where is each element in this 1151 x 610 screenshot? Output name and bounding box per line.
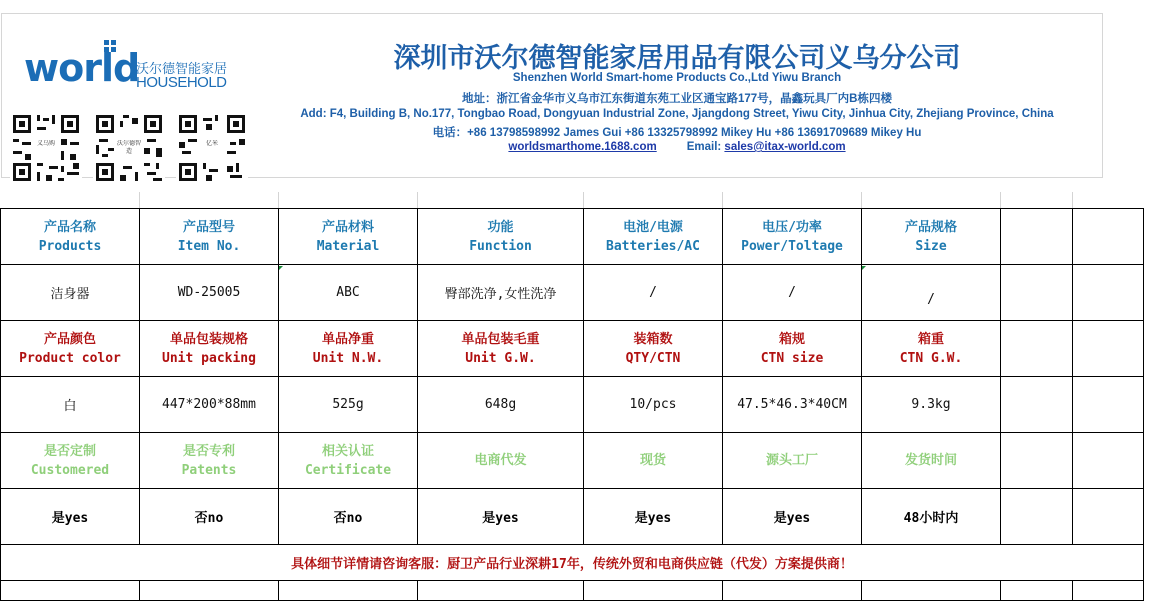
value-cell[interactable]: WD-25005: [140, 265, 279, 321]
header-cell[interactable]: 是否专利 Patents: [140, 433, 279, 489]
company-name-cn: 深圳市沃尔德智能家居用品有限公司义乌分公司: [393, 43, 961, 74]
header-cell[interactable]: 单品包装毛重 Unit G.W.: [418, 321, 584, 377]
grid-line: [583, 192, 584, 208]
value-cell[interactable]: 是yes: [418, 489, 584, 545]
value-cell[interactable]: 是yes: [1, 489, 140, 545]
email-label: Email:: [686, 141, 722, 153]
tail-row: [1, 581, 1144, 601]
grid-line: [1000, 192, 1001, 208]
empty-cell[interactable]: [584, 581, 723, 601]
empty-cell[interactable]: [1, 581, 140, 601]
empty-cell[interactable]: [418, 581, 584, 601]
grid-line: [1072, 192, 1073, 208]
header-cell[interactable]: 单品净重 Unit N.W.: [279, 321, 418, 377]
header-cell[interactable]: 装箱数 QTY/CTN: [584, 321, 723, 377]
empty-cell[interactable]: [1073, 377, 1144, 433]
value-row-3: [1, 489, 1144, 545]
value-cell[interactable]: ABC: [279, 265, 418, 321]
value-cell[interactable]: 447*200*88mm: [140, 377, 279, 433]
empty-cell[interactable]: [1073, 265, 1144, 321]
contact-links: [272, 141, 1082, 153]
qr-code-2[interactable]: [93, 112, 165, 184]
value-cell[interactable]: 否no: [279, 489, 418, 545]
empty-cell[interactable]: [1001, 433, 1073, 489]
empty-cell[interactable]: [1073, 433, 1144, 489]
website-link[interactable]: worldsmarthome.1688.com: [508, 141, 657, 153]
header-row-2: [1, 321, 1144, 377]
header-cell[interactable]: 产品规格 Size: [862, 209, 1001, 265]
empty-cell[interactable]: [723, 581, 862, 601]
logo-cn-text: 沃尔德智能家居: [136, 62, 228, 77]
header-cell[interactable]: 箱重 CTN G.W.: [862, 321, 1001, 377]
value-cell[interactable]: 洁身器: [1, 265, 140, 321]
header-row-1: [1, 209, 1144, 265]
qr-code-3[interactable]: [176, 112, 248, 184]
logo-en-text: HOUSEHOLD: [136, 74, 227, 91]
empty-cell[interactable]: [1001, 489, 1073, 545]
grid-line: [278, 192, 279, 208]
empty-cell[interactable]: [1001, 321, 1073, 377]
value-cell[interactable]: 10/pcs: [584, 377, 723, 433]
header-row-3: [1, 433, 1144, 489]
grid-line: [722, 192, 723, 208]
header-cell[interactable]: 是否定制 Customered: [1, 433, 140, 489]
grid-line: [417, 192, 418, 208]
value-cell[interactable]: 臀部洗净,女性洗净: [418, 265, 584, 321]
value-cell[interactable]: 是yes: [723, 489, 862, 545]
grid-line: [139, 192, 140, 208]
header-cell[interactable]: 箱规 CTN size: [723, 321, 862, 377]
header-cell[interactable]: 源头工厂: [723, 433, 862, 489]
empty-cell[interactable]: [1001, 377, 1073, 433]
cell-comment-marker: [862, 266, 866, 270]
value-cell[interactable]: 是yes: [584, 489, 723, 545]
value-row-2: [1, 377, 1144, 433]
value-cell[interactable]: /: [723, 265, 862, 321]
empty-cell[interactable]: [1073, 321, 1144, 377]
qr-label: 义乌购: [34, 140, 58, 156]
value-row-1: [1, 265, 1144, 321]
empty-cell[interactable]: [1001, 581, 1073, 601]
company-banner: [1, 13, 1103, 178]
empty-cell[interactable]: [1073, 209, 1144, 265]
header-cell[interactable]: 电商代发: [418, 433, 584, 489]
value-cell[interactable]: 47.5*46.3*40CM: [723, 377, 862, 433]
empty-cell[interactable]: [1001, 265, 1073, 321]
address-en: Add: F4, Building B, No.177, Tongbao Road, Dongyuan Industrial Zone, Jjangdong Street, Yiwu City, Jinhua City, Zhejiang Province, China: [300, 108, 1054, 120]
company-name-en: Shenzhen World Smart-home Products Co.,Ltd Yiwu Branch: [512, 72, 842, 84]
empty-cell[interactable]: [279, 581, 418, 601]
value-cell[interactable]: /: [584, 265, 723, 321]
value-cell[interactable]: 48小时内: [862, 489, 1001, 545]
grid-line: [861, 192, 862, 208]
header-cell[interactable]: 产品名称 Products: [1, 209, 140, 265]
qr-label: 沃尔德智造: [117, 140, 141, 155]
header-cell[interactable]: 电压/功率 Power/Toltage: [723, 209, 862, 265]
email-link[interactable]: sales@itax-world.com: [724, 141, 846, 153]
cell-comment-marker: [279, 266, 283, 270]
value-cell[interactable]: 白: [1, 377, 140, 433]
value-cell[interactable]: 525g: [279, 377, 418, 433]
empty-cell[interactable]: [1073, 581, 1144, 601]
value-cell[interactable]: 否no: [140, 489, 279, 545]
header-cell[interactable]: 发货时间: [862, 433, 1001, 489]
header-cell[interactable]: 产品颜色 Product color: [1, 321, 140, 377]
notice-cell[interactable]: 具体细节详情请咨询客服：厨卫产品行业深耕17年，传统外贸和电商供应链（代发）方案提供商！: [1, 545, 1144, 581]
value-cell[interactable]: 648g: [418, 377, 584, 433]
phone-numbers: 电话：+86 13798598992 James Gui +86 13325798992 Mikey Hu +86 13691709689 Mikey Hu: [432, 127, 922, 139]
empty-cell[interactable]: [1001, 209, 1073, 265]
value-cell[interactable]: /: [862, 265, 1001, 321]
product-spec-table: [0, 208, 1144, 601]
logo-word: world: [24, 46, 140, 90]
header-cell[interactable]: 产品型号 Item No.: [140, 209, 279, 265]
header-cell[interactable]: 电池/电源 Batteries/AC: [584, 209, 723, 265]
header-cell[interactable]: 功能 Function: [418, 209, 584, 265]
header-cell[interactable]: 现货: [584, 433, 723, 489]
address-cn: 地址：浙江省金华市义乌市江东街道东苑工业区通宝路177号，晶鑫玩具厂内B栋四楼: [462, 93, 892, 105]
empty-cell[interactable]: [140, 581, 279, 601]
header-cell[interactable]: 单品包装规格 Unit packing: [140, 321, 279, 377]
empty-cell[interactable]: [1073, 489, 1144, 545]
header-cell[interactable]: 产品材料 Material: [279, 209, 418, 265]
company-logo: [24, 40, 239, 100]
header-cell[interactable]: 相关认证 Certificate: [279, 433, 418, 489]
qr-code-1[interactable]: [10, 112, 82, 184]
notice-row: [1, 545, 1144, 581]
value-cell[interactable]: 9.3kg: [862, 377, 1001, 433]
qr-label: 亿米: [200, 140, 224, 156]
empty-cell[interactable]: [862, 581, 1001, 601]
